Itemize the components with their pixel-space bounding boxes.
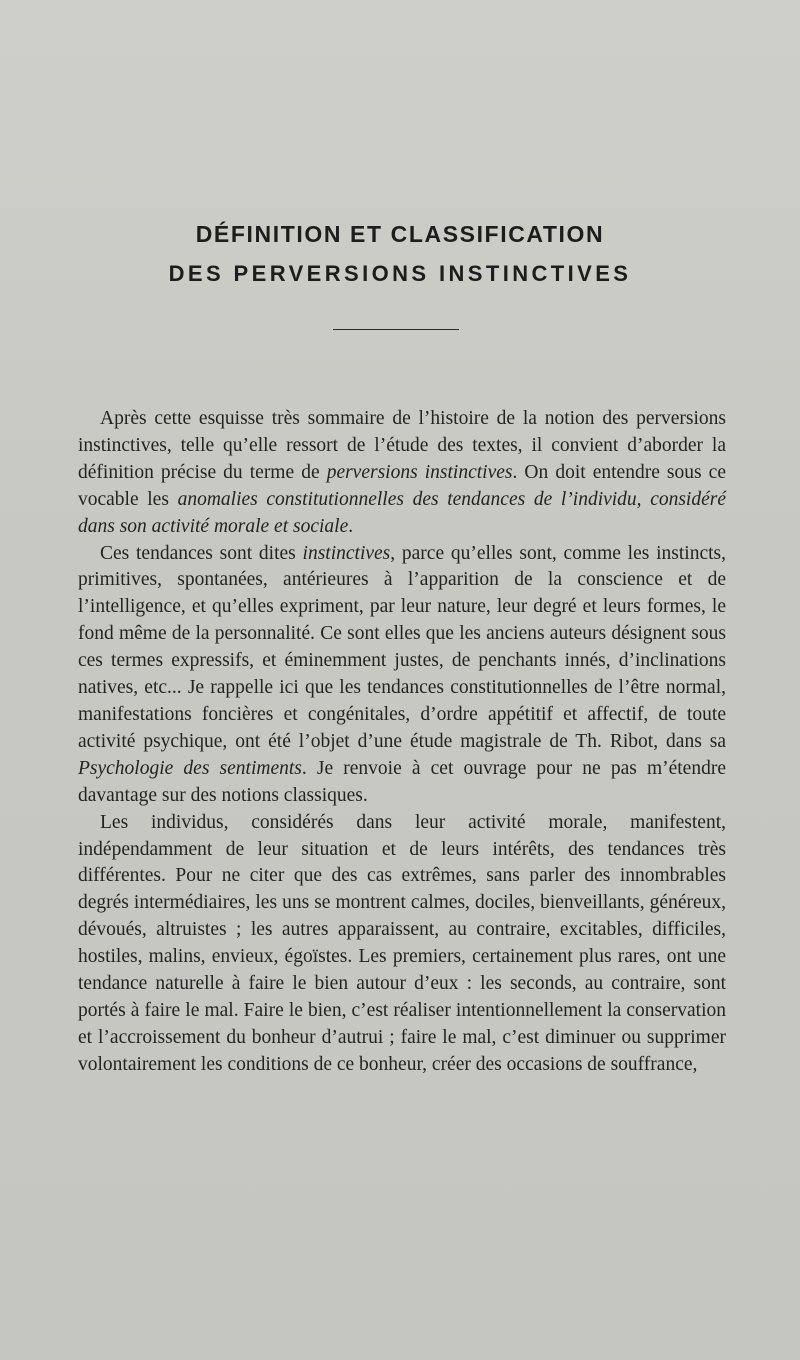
title-divider bbox=[333, 329, 459, 330]
chapter-title-line-1: DÉFINITION ET CLASSIFICATION bbox=[195, 221, 605, 247]
text-run: . bbox=[348, 515, 354, 537]
text-run: Ces tendances sont dites bbox=[100, 542, 303, 564]
paragraph bbox=[78, 406, 726, 541]
paragraph bbox=[78, 541, 726, 810]
text-run: . On doit entendre sous ce vocable les bbox=[78, 461, 726, 510]
body-text bbox=[78, 406, 726, 1079]
paragraph bbox=[78, 810, 726, 1079]
italic-book-title: Psychologie des sentiments bbox=[78, 757, 302, 779]
italic-term: perversions instinctives bbox=[326, 461, 513, 483]
text-run: , parce qu’elles sont, comme les instincts, primitives, spontanées, antérieures à l’apparition de la conscience et de l’intelligence, et qu’elles expriment, par leur nature, leur degré et leurs formes, le fond même de la personnalité. Ce sont elles que les anciens auteurs désignent sous ces termes expressifs, et éminemment justes, de penchants innés, d’inclinations natives, etc... Je rappelle ici que les tendances constitutionnelles de l’être normal, manifestations foncières et congénitales, d’ordre appétitif et affectif, de toute activité psychique, ont été l’objet d’une étude magistrale de Th. Ribot, dans sa bbox=[78, 542, 726, 752]
italic-definition: anomalies constitutionnelles des tendances de l’individu, considéré dans son activité morale et sociale bbox=[78, 488, 727, 537]
chapter-title-line-2: DES PERVERSIONS INSTINCTIVES bbox=[168, 261, 632, 286]
text-run: Après cette esquisse très sommaire de l’histoire de la notion des perversions instinctives, telle qu’elle ressort de l’étude des textes, il convient d’aborder la définition précise du terme de bbox=[78, 408, 726, 483]
text-run: . Je renvoie à cet ouvrage pour ne pas m’étendre davantage sur des notions classiques. bbox=[78, 757, 726, 806]
italic-term: instinctives bbox=[302, 542, 391, 564]
text-run: Les individus, considérés dans leur activité morale, manifestent, indépendamment de leur situation et de leurs intérêts, des tendances très différentes. Pour ne citer que des cas extrêmes, sans parler des innombrables degrés intermédiaires, les uns se montrent calmes, dociles, bienveillants, généreux, dévoués, altruistes ; les autres apparaissent, au contraire, excitables, difficiles, hostiles, malins, envieux, égoïstes. Les premiers, certainement plus rares, ont une tendance naturelle à faire le bien autour d’eux : les seconds, au contraire, sont portés à faire le mal. Faire le bien, c’est réaliser intentionnellement la conservation et l’accroissement du bonheur d’autrui ; faire le mal, c’est diminuer ou supprimer volontairement les conditions de ce bonheur, créer des occasions de souffrance, bbox=[78, 811, 726, 1075]
